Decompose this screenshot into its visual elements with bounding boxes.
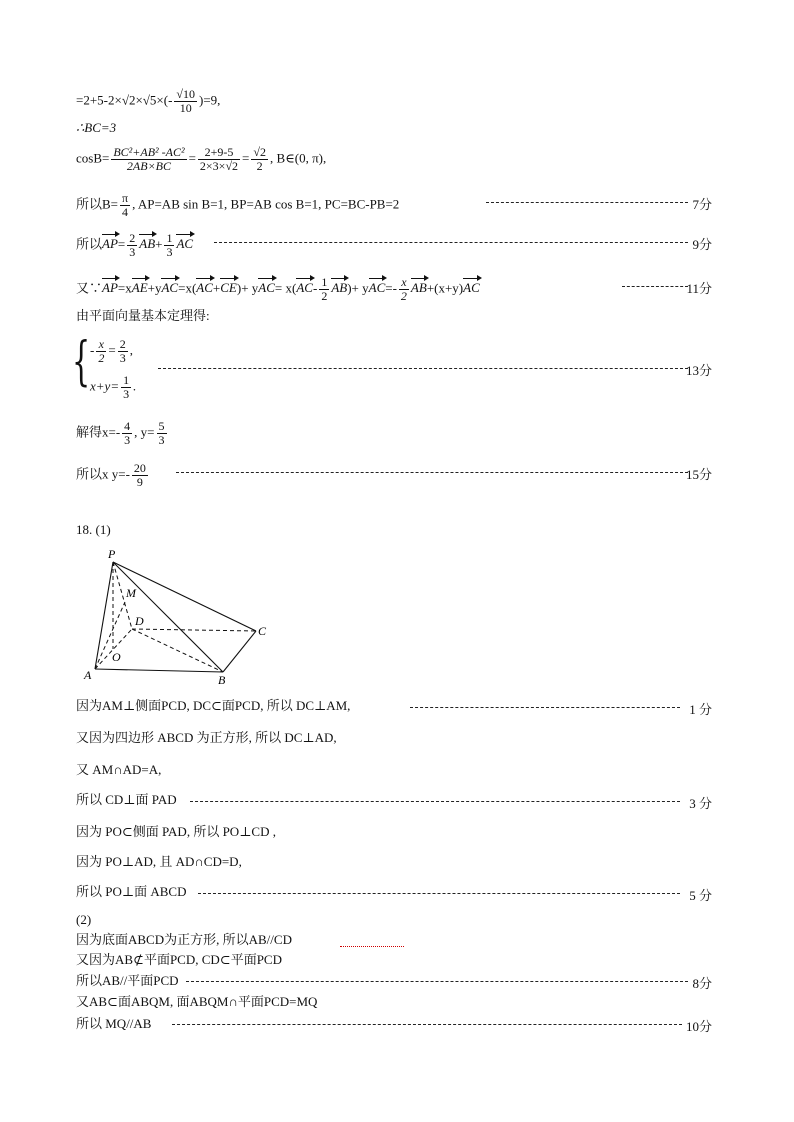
proof-line-2: 又因为四边形 ABCD 为正方形, 所以 DC⊥AD, — [76, 730, 337, 745]
proof-line-6: 因为 PO⊥AD, 且 AD∩CD=D, — [76, 854, 242, 869]
proof-line-3: 又 AM∩AD=A, — [76, 762, 162, 777]
denominator: 9 — [136, 475, 143, 489]
edge-DC — [132, 629, 256, 631]
dotted-leader — [198, 893, 680, 894]
text: =x — [117, 280, 132, 296]
text: = x( — [274, 280, 297, 296]
text: 所以B= — [76, 196, 119, 212]
numerator: 2 — [129, 231, 136, 245]
proof-line-1: 因为AM⊥侧面PCD, DC⊂面PCD, 所以 DC⊥AM, — [76, 698, 351, 713]
vector: AC — [176, 236, 194, 252]
text: 解得x=- — [76, 424, 121, 440]
denominator: 3 — [124, 433, 131, 447]
text: , — [129, 342, 133, 358]
denominator: 2 — [400, 289, 407, 303]
denominator: 2×3×√2 — [199, 159, 239, 173]
numerator: 20 — [133, 461, 146, 475]
label-O: O — [112, 650, 121, 664]
proof-line-4: 所以 CD⊥面 PAD — [76, 792, 177, 807]
proof2-line-5: 所以 MQ//AB — [76, 1016, 152, 1031]
denominator: 3 — [166, 245, 173, 259]
score-mark: 13分 — [685, 363, 712, 378]
proof2-line-2: 又因为AB⊄平面PCD, CD⊂平面PCD — [76, 952, 282, 967]
fraction — [122, 420, 132, 447]
denominator: 10 — [179, 101, 192, 115]
denominator: 3 — [129, 245, 136, 259]
text: =2+5-2×√2×√5×(- — [76, 92, 173, 108]
score-mark: 15分 — [685, 467, 712, 482]
text: - — [90, 342, 95, 358]
score-mark: 5 分 — [689, 888, 712, 903]
proof-line-5: 因为 PO⊂侧面 PAD, 所以 PO⊥CD , — [76, 824, 276, 839]
text: = — [188, 150, 196, 166]
eq-line-7: 由平面向量基本定理得: — [76, 308, 210, 323]
text: cosB= — [76, 150, 110, 166]
red-underline-mark — [340, 946, 404, 947]
text: )+ y — [236, 280, 259, 296]
eq-line-1 — [76, 88, 220, 115]
fraction — [118, 338, 128, 365]
dotted-leader — [190, 801, 680, 802]
text: )=9, — [199, 92, 221, 108]
eq-line-8 — [76, 420, 169, 447]
vector: AC — [296, 280, 313, 296]
label-D: D — [135, 614, 144, 628]
fraction — [157, 420, 167, 447]
numerator: 2+9-5 — [198, 146, 240, 160]
vector: AC — [161, 280, 179, 296]
dotted-leader — [172, 1024, 682, 1025]
numerator: 2 — [119, 337, 126, 351]
fraction — [251, 146, 268, 173]
proof2-line-3: 所以AB//平面PCD — [76, 973, 179, 988]
text: =- — [385, 280, 397, 296]
fraction — [96, 338, 106, 365]
fraction — [120, 192, 130, 219]
eq-line-3 — [76, 146, 326, 173]
text: =x( — [178, 280, 197, 296]
numerator: 1 — [123, 373, 130, 387]
part-2-heading: (2) — [76, 912, 92, 927]
dotted-leader — [410, 707, 680, 708]
dotted-leader — [176, 472, 688, 473]
text: - — [312, 280, 318, 296]
eq-line-9 — [76, 462, 150, 489]
vector: AP — [102, 280, 118, 296]
numerator: 1 — [166, 231, 173, 245]
score-mark: 8分 — [692, 976, 712, 991]
pyramid-figure — [80, 545, 270, 685]
numerator: √2 — [253, 145, 266, 159]
numerator: BC²+AB² -AC² — [113, 145, 185, 159]
vector: AB — [410, 280, 427, 296]
denominator: 2AB×BC — [126, 159, 171, 173]
text: 所以x y=- — [76, 466, 130, 482]
text: x+y= — [90, 378, 120, 394]
fraction — [399, 276, 409, 303]
dotted-leader — [486, 202, 688, 203]
numerator: 1 — [321, 275, 328, 289]
fraction — [121, 374, 131, 401]
text: = — [117, 236, 126, 252]
system-eq-2 — [90, 374, 136, 401]
denominator: 3 — [158, 433, 165, 447]
vector: AP — [102, 236, 118, 252]
vector: AC — [368, 280, 386, 296]
text: 又∵ — [76, 280, 103, 296]
text: , B∈(0, π), — [269, 150, 327, 166]
numerator: √10 — [176, 87, 196, 101]
denominator: 2 — [98, 351, 105, 365]
dotted-leader — [214, 242, 688, 243]
fraction — [127, 232, 137, 259]
numerator: 5 — [158, 419, 165, 433]
score-mark: 10分 — [685, 1019, 712, 1034]
proof2-line-1: 因为底面ABCD为正方形, 所以AB//CD — [76, 932, 292, 947]
label-M: M — [126, 586, 136, 600]
vector: CE — [220, 280, 237, 296]
text: + — [155, 236, 163, 252]
text: . — [133, 378, 137, 394]
score-mark: 3 分 — [689, 796, 712, 811]
text: +y — [147, 280, 162, 296]
numerator: 4 — [124, 419, 131, 433]
score-mark: 9分 — [692, 237, 712, 252]
proof-line-7: 所以 PO⊥面 ABCD — [76, 884, 187, 899]
question-heading: 18. (1) — [76, 522, 111, 537]
denominator: 3 — [123, 387, 130, 401]
fraction — [198, 146, 240, 173]
label-C: C — [258, 624, 267, 638]
denominator: 3 — [119, 351, 126, 365]
vector: AC — [196, 280, 213, 296]
fraction — [164, 232, 174, 259]
label-A: A — [84, 668, 92, 682]
fraction — [174, 88, 197, 115]
vector: AC — [463, 280, 480, 296]
text: 所以 — [76, 236, 103, 252]
system-brace: { — [72, 332, 91, 392]
vector: AB — [139, 236, 156, 252]
score-mark: 7分 — [692, 197, 712, 212]
label-P: P — [108, 547, 116, 561]
dotted-leader — [186, 981, 688, 982]
text: , y= — [134, 424, 155, 440]
text: = — [108, 342, 116, 358]
vector: AC — [258, 280, 275, 296]
eq-line-6: 又∵AP=xAE+yAC=x(AC+CE)+ yAC= x(AC- $\frac{1}{2}$ AB)+ yAC=- $\frac{x}{2}$ AB+(x+y)AC — [76, 275, 480, 303]
score-mark: 11分 — [686, 281, 712, 296]
numerator: x — [96, 338, 106, 352]
dotted-leader — [158, 368, 688, 369]
edge-PB — [113, 562, 223, 672]
edge-DB — [132, 629, 223, 672]
text: +(x+y) — [426, 280, 464, 296]
denominator: 4 — [122, 205, 129, 219]
numerator: x — [399, 276, 409, 290]
proof2-line-4: 又AB⊂面ABQM, 面ABQM∩平面PCD=MQ — [76, 994, 318, 1009]
fraction — [111, 146, 186, 173]
text: )+ y — [347, 280, 369, 296]
text: = — [242, 150, 250, 166]
edge-AB — [95, 669, 223, 672]
numerator: π — [122, 191, 129, 205]
system-eq-1 — [90, 338, 133, 365]
denominator: 2 — [256, 159, 263, 173]
vector: AB — [331, 280, 348, 296]
fraction — [132, 462, 148, 489]
eq-line-2: ∴BC=3 — [76, 120, 117, 135]
text: , AP=AB sin B=1, BP=AB cos B=1, PC=BC-PB=2 — [132, 196, 400, 212]
denominator: 2 — [321, 289, 328, 303]
vector: AE — [131, 280, 148, 296]
eq-line-4 — [76, 192, 399, 219]
fraction — [319, 276, 329, 303]
score-mark: 1 分 — [689, 702, 712, 717]
eq-line-5 — [76, 232, 193, 259]
edge-BC — [223, 631, 256, 672]
dotted-leader — [622, 286, 688, 287]
label-B: B — [218, 673, 226, 685]
